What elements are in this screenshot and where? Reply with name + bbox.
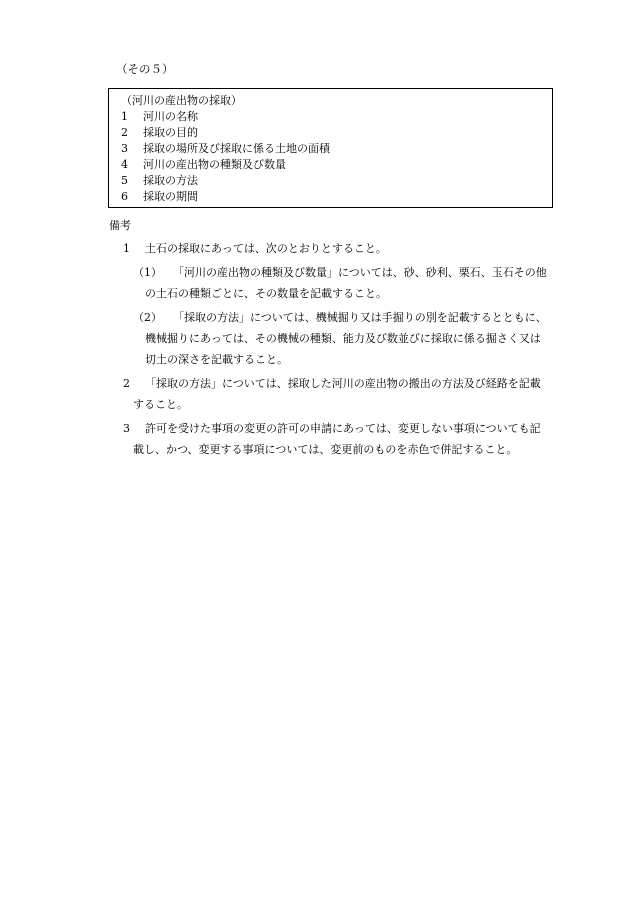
box-item bbox=[121, 157, 552, 173]
box-item bbox=[121, 189, 552, 205]
remark-1 bbox=[109, 238, 555, 259]
box-item bbox=[121, 173, 552, 189]
item-number: 3 bbox=[121, 142, 128, 155]
box-title: （河川の産出物の採取） bbox=[121, 94, 242, 107]
box-item bbox=[121, 125, 552, 141]
remark-number: （2） bbox=[133, 311, 162, 324]
remark-number: （1） bbox=[133, 266, 162, 279]
item-text: 河川の名称 bbox=[143, 110, 198, 123]
item-text: 採取の目的 bbox=[143, 126, 198, 139]
remark-line: 「採取の方法」については、機械掘り又は手掘りの別を記載するとともに、 bbox=[173, 311, 547, 324]
remark-line: 「採取の方法」については、採取した河川の産出物の搬出の方法及び経路を記載 bbox=[145, 377, 541, 390]
remark-2 bbox=[109, 373, 555, 415]
remark-line: 土石の採取にあっては、次のとおりとすること。 bbox=[145, 242, 387, 255]
remark-1-sub-2 bbox=[109, 307, 555, 370]
form-number-label: （その５） bbox=[116, 62, 174, 76]
item-number: 6 bbox=[121, 190, 128, 203]
remark-line: 載し、かつ、変更する事項については、変更前のものを赤色で併記すること。 bbox=[133, 443, 518, 456]
remark-line: 「河川の産出物の種類及び数量」については、砂、砂利、栗石、玉石その他 bbox=[173, 266, 547, 279]
item-number: 2 bbox=[121, 126, 128, 139]
item-number: 5 bbox=[121, 174, 128, 187]
remark-line: 切土の深さを記載すること。 bbox=[145, 353, 288, 366]
item-text: 採取の場所及び採取に係る土地の面積 bbox=[143, 142, 330, 155]
box-item bbox=[121, 141, 552, 157]
remark-1-sub-1 bbox=[109, 262, 555, 304]
box-item bbox=[121, 109, 552, 125]
item-number: 4 bbox=[121, 158, 128, 171]
remark-line: の土石の種類ごとに、その数量を記載すること。 bbox=[145, 287, 387, 300]
item-text: 採取の期間 bbox=[143, 190, 198, 203]
remark-3 bbox=[109, 418, 555, 460]
remarks-list bbox=[109, 238, 555, 463]
remark-number: 1 bbox=[123, 242, 130, 255]
remark-line: 機械掘りにあっては、その機械の種類、能力及び数並びに採取に係る掘さく又は bbox=[145, 332, 541, 345]
remarks-title: 備考 bbox=[109, 219, 131, 232]
remark-line: すること。 bbox=[133, 398, 188, 411]
remark-number: 3 bbox=[123, 422, 130, 435]
item-text: 採取の方法 bbox=[143, 174, 198, 187]
remark-number: 2 bbox=[123, 377, 130, 390]
form-items-box bbox=[108, 88, 553, 208]
item-number: 1 bbox=[121, 110, 128, 123]
item-text: 河川の産出物の種類及び数量 bbox=[143, 158, 286, 171]
remark-line: 許可を受けた事項の変更の許可の申請にあっては、変更しない事項についても記 bbox=[145, 422, 541, 435]
